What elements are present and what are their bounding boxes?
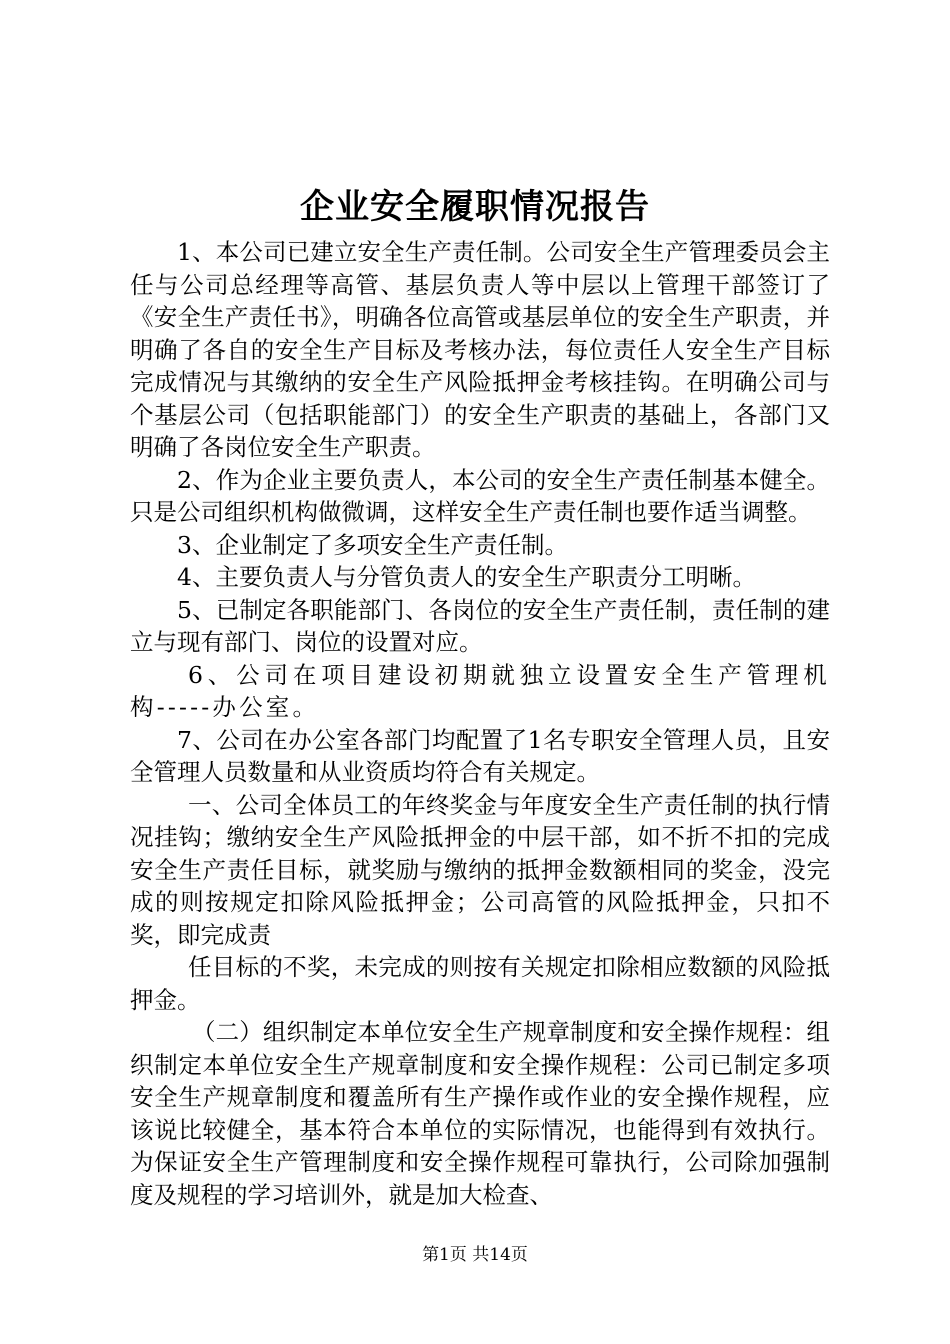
paragraph-section-1-cont: 任目标的不奖，未完成的则按有关规定扣除相应数额的风险抵押金。 (130, 953, 830, 1014)
paragraph-7: 7、公司在办公室各部门均配置了1名专职安全管理人员，且安全管理人员数量和从业资质均符合有关规定。 (130, 725, 830, 786)
document-body (130, 236, 830, 1211)
paragraph-4: 4、主要负责人与分管负责人的安全生产职责分工明晰。 (177, 563, 756, 591)
page-footer: 第1页 共14页 (422, 1245, 528, 1265)
paragraph-section-1: 一、公司全体员工的年终奖金与年度安全生产责任制的执行情况挂钩；缴纳安全生产风险抵押金的中层干部，如不折不扣的完成安全生产责任目标，就奖励与缴纳的抵押金数额相同的奖金，没完成的则按规定扣除风险抵押金；公司高管的风险抵押金，只扣不奖，即完成责 (130, 790, 830, 949)
paragraph-section-2: （二）组织制定本单位安全生产规章制度和安全操作规程：组织制定本单位安全生产规章制度和安全操作规程：公司已制定多项安全生产规章制度和覆盖所有生产操作或作业的安全操作规程，应该说比较健全，基本符合本单位的实际情况，也能得到有效执行。为保证安全生产管理制度和安全操作规程可靠执行，公司除加强制度及规程的学习培训外，就是加大检查、 (130, 1018, 830, 1209)
paragraph-1: 1、本公司已建立安全生产责任制。公司安全生产管理委员会主任与公司总经理等高管、基层负责人等中层以上管理干部签订了《安全生产责任书》，明确各位高管或基层单位的安全生产职责，并明确了各自的安全生产目标及考核办法，每位责任人安全生产目标完成情况与其缴纳的安全生产风险抵押金考核挂钩。在明确公司与个基层公司（包括职能部门）的安全生产职责的基础上，各部门又明确了各岗位安全生产职责。 (130, 238, 830, 461)
paragraph-3: 3、企业制定了多项安全生产责任制。 (177, 530, 568, 559)
paragraph-5: 5、已制定各职能部门、各岗位的安全生产责任制，责任制的建立与现有部门、岗位的设置对应。 (130, 595, 830, 656)
paragraph-2: 2、作为企业主要负责人，本公司的安全生产责任制基本健全。只是公司组织机构做微调，这样安全生产责任制也要作适当调整。 (130, 465, 830, 526)
paragraph-6: 6、公司在项目建设初期就独立设置安全生产管理机构-----办公室。 (130, 660, 830, 721)
document-title: 企业安全履职情况报告 (300, 187, 650, 227)
